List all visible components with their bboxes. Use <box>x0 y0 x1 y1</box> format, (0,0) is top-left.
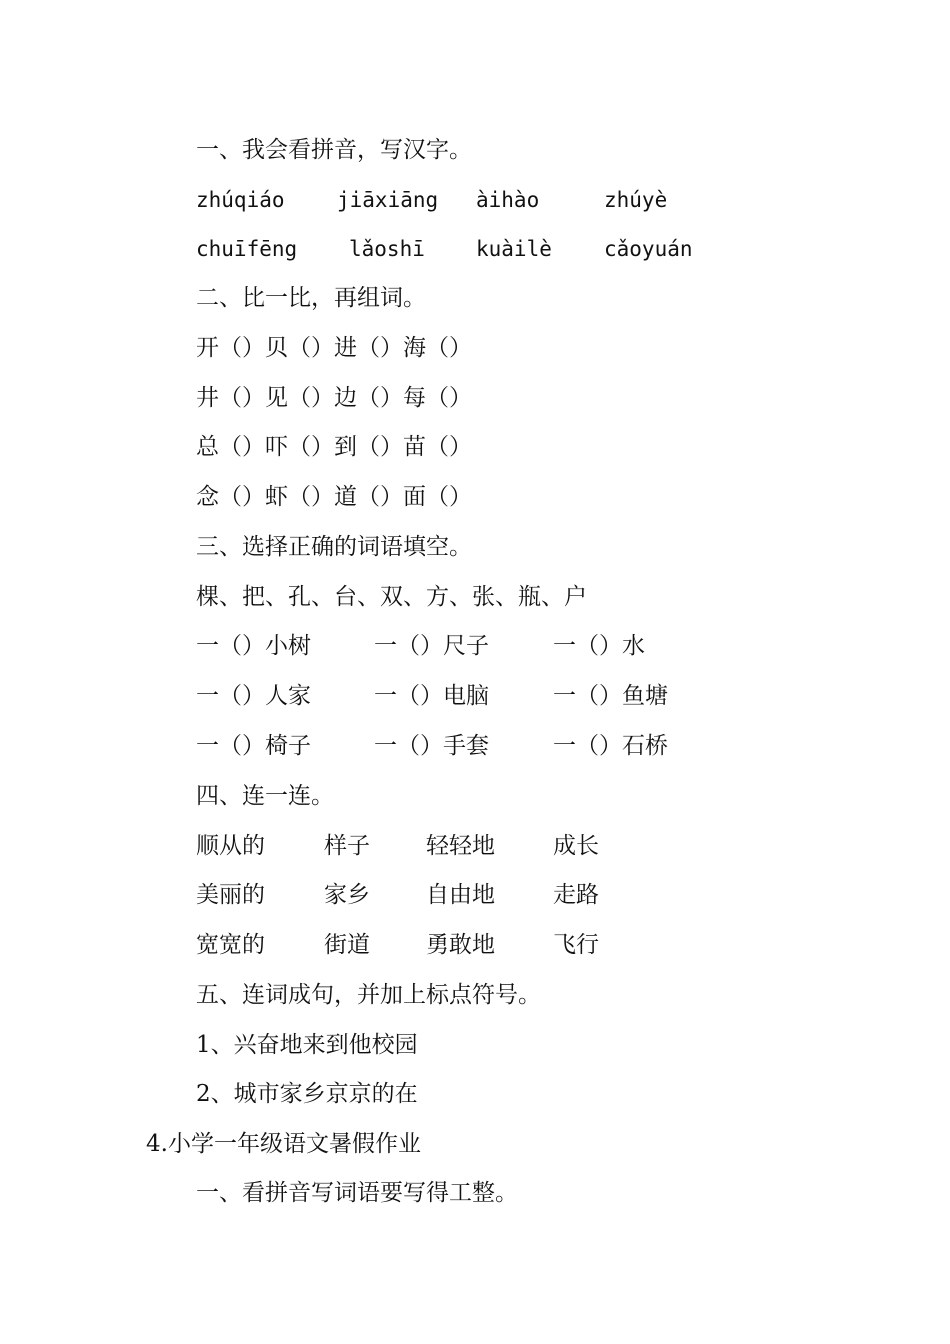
fill-item: 一（）小树 <box>196 633 311 659</box>
compare-row: 总（）吓（）到（）苗（） <box>196 434 472 460</box>
sentence-item: 2、城市家乡京京的在 <box>196 1081 418 1107</box>
fill-item: 一（）尺子 <box>374 633 489 659</box>
match-item: 样子 <box>324 833 370 859</box>
section-heading: 一、我会看拼音，写汉字。 <box>196 137 472 163</box>
compare-row: 井（）见（）边（）每（） <box>196 385 472 411</box>
part-title: 4.小学一年级语文暑假作业 <box>146 1131 421 1157</box>
compare-row: 开（）贝（）进（）海（） <box>196 335 472 361</box>
match-item: 走路 <box>553 882 599 908</box>
match-item: 街道 <box>324 932 370 958</box>
pinyin-item: àihào <box>476 188 540 212</box>
match-item: 勇敢地 <box>426 932 495 958</box>
pinyin-item: chuīfēng <box>196 237 298 261</box>
word-bank: 棵、把、孔、台、双、方、张、瓶、户 <box>196 584 587 610</box>
pinyin-item: zhúqiáo <box>196 188 285 212</box>
fill-item: 一（）鱼塘 <box>553 683 668 709</box>
match-item: 家乡 <box>324 882 370 908</box>
fill-item: 一（）电脑 <box>374 683 489 709</box>
fill-item: 一（）人家 <box>196 683 311 709</box>
match-item: 飞行 <box>553 932 599 958</box>
fill-item: 一（）水 <box>553 633 645 659</box>
pinyin-item: zhúyè <box>604 188 668 212</box>
match-item: 成长 <box>553 833 599 859</box>
match-item: 轻轻地 <box>426 833 495 859</box>
match-item: 顺从的 <box>196 833 265 859</box>
compare-row: 念（）虾（）道（）面（） <box>196 484 472 510</box>
fill-item: 一（）手套 <box>374 733 489 759</box>
section-heading: 二、比一比，再组词。 <box>196 285 426 311</box>
sentence-item: 1、兴奋地来到他校园 <box>196 1032 418 1058</box>
match-item: 宽宽的 <box>196 932 265 958</box>
section-heading: 一、看拼音写词语要写得工整。 <box>196 1180 518 1206</box>
section-heading: 五、连词成句，并加上标点符号。 <box>196 982 541 1008</box>
section-heading: 三、选择正确的词语填空。 <box>196 534 472 560</box>
pinyin-item: jiāxiāng <box>337 188 439 212</box>
match-item: 自由地 <box>426 882 495 908</box>
match-item: 美丽的 <box>196 882 265 908</box>
section-heading: 四、连一连。 <box>196 783 334 809</box>
pinyin-item: cǎoyuán <box>604 237 693 261</box>
pinyin-item: lǎoshī <box>349 237 425 261</box>
pinyin-item: kuàilè <box>476 237 552 261</box>
fill-item: 一（）椅子 <box>196 733 311 759</box>
fill-item: 一（）石桥 <box>553 733 668 759</box>
